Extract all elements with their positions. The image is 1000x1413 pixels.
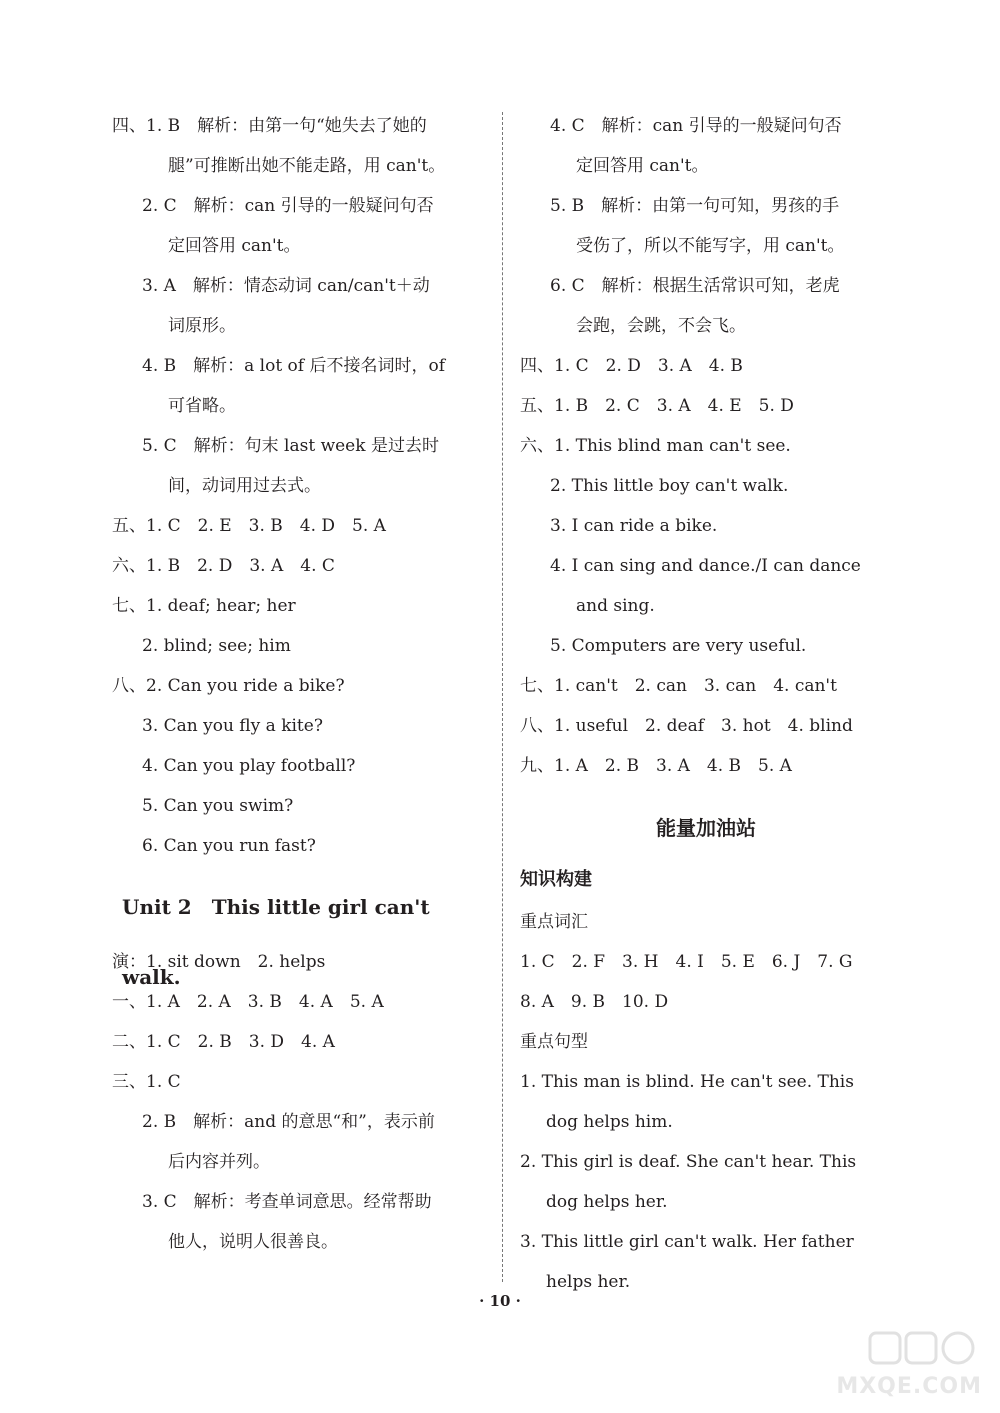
answer-line: 五、1. B 2. C 3. A 4. E 5. D [520,396,794,416]
answer-line: 5. Computers are very useful. [550,636,807,656]
answer-line: 1. This man is blind. He can't see. This [520,1072,854,1092]
answer-line: 八、2. Can you ride a bike? [112,676,345,696]
answer-line: 六、1. B 2. D 3. A 4. C [112,556,335,576]
section-title: 能量加油站 [656,816,756,840]
answer-line: 四、1. B 解析：由第一句“她失去了她的 [112,116,427,136]
answer-line: 七、1. deaf; hear; her [112,596,296,616]
answer-line: 可省略。 [168,396,236,416]
left-answers-unit2 [112,942,484,1262]
answer-line: 定回答用 can't。 [576,156,709,176]
answer-line: 2. This little boy can't walk. [550,476,789,496]
answer-line: 2. C 解析：can 引导的一般疑问句否 [142,196,434,216]
answer-line: 6. C 解析：根据生活常识可知，老虎 [550,276,840,296]
answer-line: 5. C 解析：句末 last week 是过去时 [142,436,439,456]
answer-line: 4. Can you play football? [142,756,356,776]
vocab-title: 重点词汇 [520,912,588,932]
sub-title: 知识构建 [520,869,592,890]
answer-line: 5. Can you swim? [142,796,294,816]
answer-line: helps her. [546,1272,631,1292]
answer-line: 2. B 解析：and 的意思“和”，表示前 [142,1112,435,1132]
answer-line: 4. I can sing and dance./I can dance [550,556,861,576]
answer-line: 三、1. C [112,1072,181,1092]
answer-line: 五、1. C 2. E 3. B 4. D 5. A [112,516,386,536]
answer-line: 2. This girl is deaf. She can't hear. This [520,1152,857,1172]
vocab-answers [520,942,892,1022]
right-answers [520,106,892,786]
sentence-title: 重点句型 [520,1032,588,1052]
watermark-logo [836,1329,982,1399]
answer-line: 九、1. A 2. B 3. A 4. B 5. A [520,756,792,776]
answer-line: 4. C 解析：can 引导的一般疑问句否 [550,116,842,136]
answer-line: 演：1. sit down 2. helps [112,952,326,972]
answer-line: 3. Can you fly a kite? [142,716,323,736]
unit-title: Unit 2 This little girl can't walk. [122,895,430,989]
answer-line: and sing. [576,596,655,616]
answer-line: 受伤了，所以不能写字，用 can't。 [576,236,845,256]
answer-line: 8. A 9. B 10. D [520,992,669,1012]
left-answers [112,106,484,866]
watermark-text: MXQE.COM [836,1374,982,1399]
answer-line: 3. This little girl can't walk. Her father [520,1232,854,1252]
sentence-answers [520,1062,892,1302]
answer-line: 间，动词用过去式。 [168,476,321,496]
watermark-icon [866,1329,976,1369]
answer-line: 定回答用 can't。 [168,236,301,256]
answer-line: 6. Can you run fast? [142,836,316,856]
right-column [520,106,892,1302]
answer-line: 他人，说明人很善良。 [168,1232,338,1252]
answer-line: 词原形。 [168,316,236,336]
left-column [112,106,484,1262]
answer-line: 腿”可推断出她不能走路，用 can't。 [168,156,446,176]
answer-line: 3. C 解析：考查单词意思。经常帮助 [142,1192,432,1212]
answer-line: 3. A 解析：情态动词 can/can't＋动 [142,276,430,296]
answer-line: 3. I can ride a bike. [550,516,718,536]
answer-line: 会跑，会跳，不会飞。 [576,316,746,336]
answer-line: 二、1. C 2. B 3. D 4. A [112,1032,335,1052]
answer-line: 六、1. This blind man can't see. [520,436,791,456]
answer-line: 一、1. A 2. A 3. B 4. A 5. A [112,992,384,1012]
page-number: · 10 · [479,1292,521,1310]
answer-line: 5. B 解析：由第一句可知，男孩的手 [550,196,840,216]
column-divider [502,112,503,1282]
answer-line: 四、1. C 2. D 3. A 4. B [520,356,743,376]
answer-line: 4. B 解析：a lot of 后不接名词时，of [142,356,446,376]
answer-line: dog helps him. [546,1112,673,1132]
answer-line: 八、1. useful 2. deaf 3. hot 4. blind [520,716,853,736]
answer-line: dog helps her. [546,1192,668,1212]
answer-line: 2. blind; see; him [142,636,291,656]
answer-line: 1. C 2. F 3. H 4. I 5. E 6. J 7. G [520,952,853,972]
answer-line: 后内容并列。 [168,1152,270,1172]
answer-line: 七、1. can't 2. can 3. can 4. can't [520,676,837,696]
